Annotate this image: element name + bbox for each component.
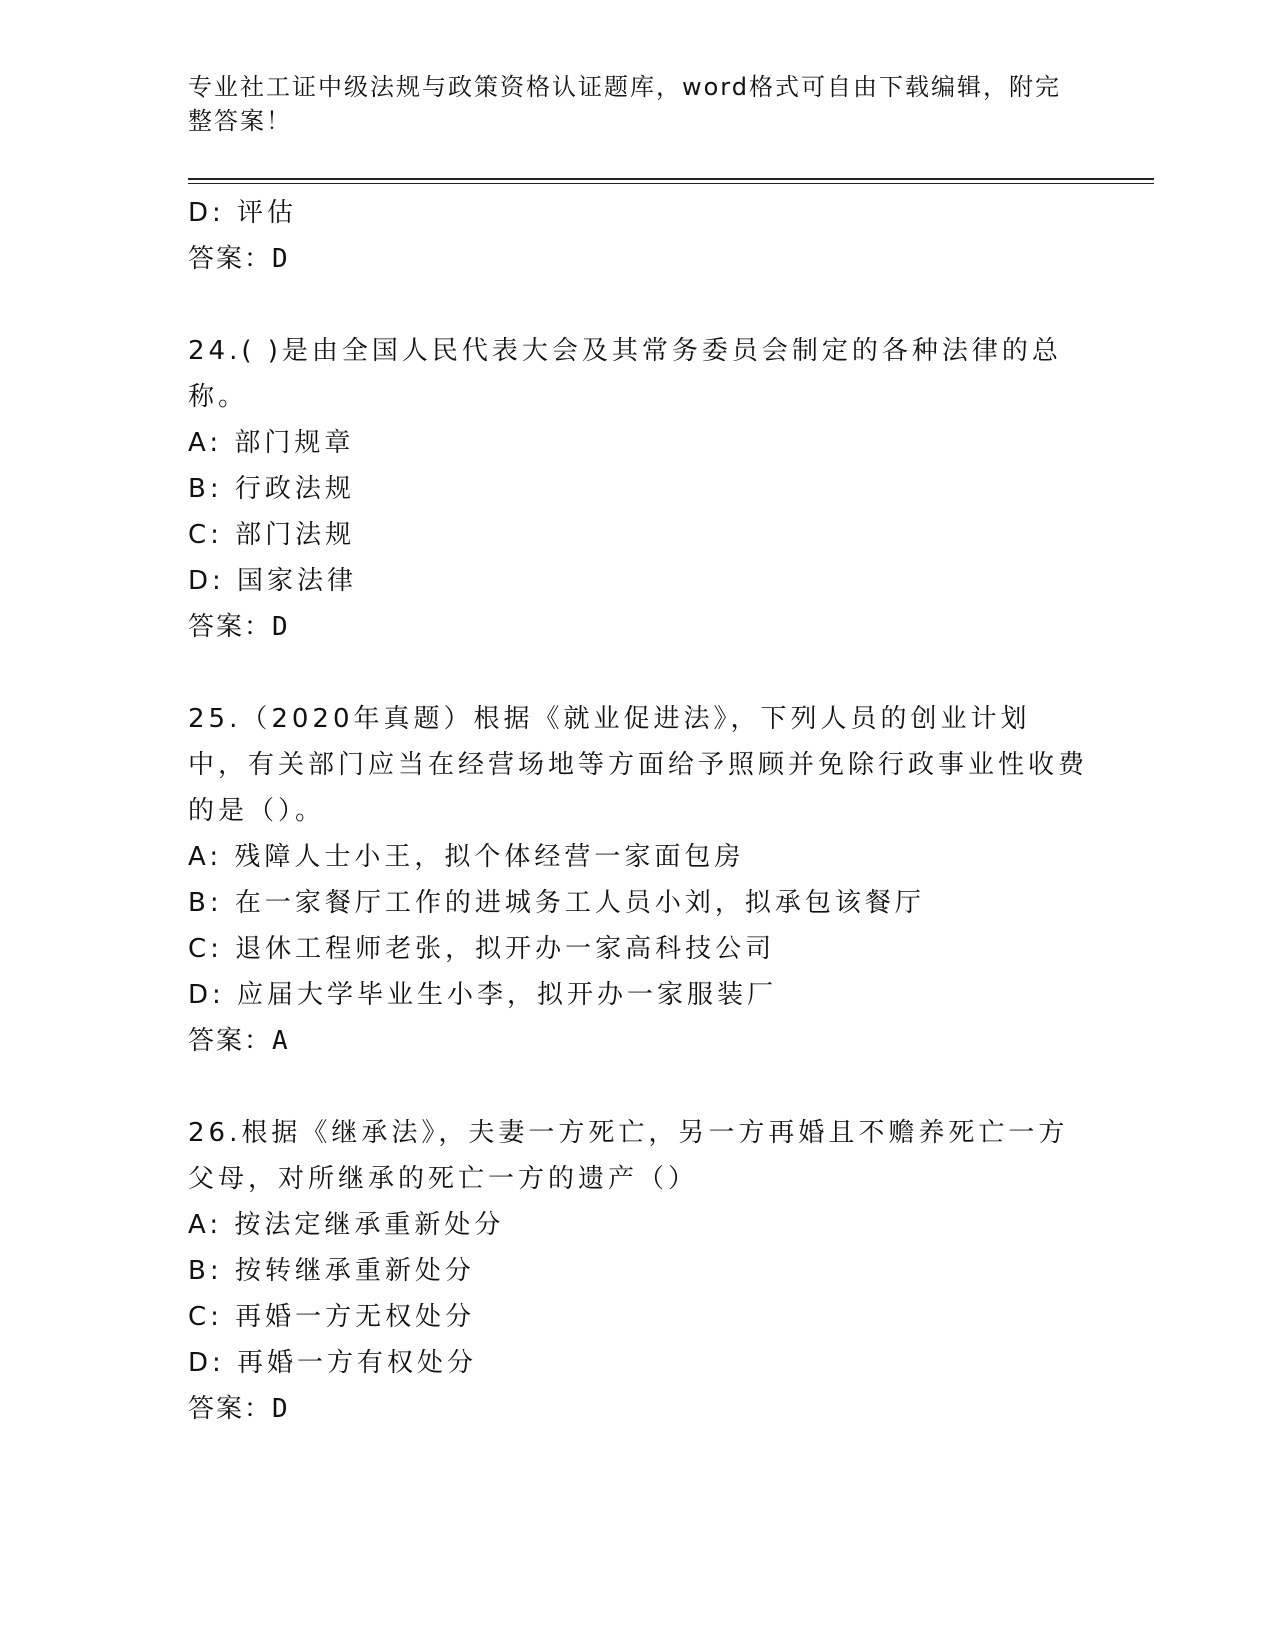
question-24-option-a: A: 部门规章 xyxy=(188,428,355,458)
answer-value: D xyxy=(272,1394,290,1424)
question-25-option-d: D: 应届大学毕业生小李，拟开办一家服装厂 xyxy=(188,980,778,1010)
answer-label: 答案： xyxy=(188,1026,273,1056)
answer-label: 答案： xyxy=(188,1394,273,1424)
question-content xyxy=(188,190,1088,1432)
question-25-option-a: A: 残障人士小王，拟个体经营一家面包房 xyxy=(188,842,745,872)
header-rule xyxy=(188,178,1154,180)
question-26-stem: 26.根据《继承法》，夫妻一方死亡，另一方再婚且不赡养死亡一方父母，对所继承的死亡一方的遗产（） xyxy=(188,1118,1069,1194)
question-24-answer xyxy=(188,604,1088,650)
carryover-answer xyxy=(188,236,1088,282)
question-26-option-b: B: 按转继承重新处分 xyxy=(188,1256,475,1286)
question-24-option-b: B: 行政法规 xyxy=(188,474,355,504)
spacer xyxy=(188,1064,1088,1110)
question-26-answer xyxy=(188,1386,1088,1432)
question-25-option-c: C: 退休工程师老张，拟开办一家高科技公司 xyxy=(188,934,776,964)
question-24-option-d: D: 国家法律 xyxy=(188,566,358,596)
answer-value: D xyxy=(272,244,290,274)
carryover-option-d: D: 评估 xyxy=(188,198,298,228)
question-24-option-c: C: 部门法规 xyxy=(188,520,356,550)
header-rule-thin xyxy=(188,183,1154,184)
question-25-stem: 25.（2020年真题）根据《就业促进法》，下列人员的创业计划中，有关部门应当在经营场地等方面给予照顾并免除行政事业性收费的是（）。 xyxy=(188,704,1089,826)
question-24-stem: 24.( )是由全国人民代表大会及其常务委员会制定的各种法律的总称。 xyxy=(188,336,1062,412)
question-26-option-c: C: 再婚一方无权处分 xyxy=(188,1302,476,1332)
answer-label: 答案： xyxy=(188,244,273,274)
answer-value: A xyxy=(272,1026,290,1056)
answer-value: D xyxy=(272,612,290,642)
question-26-option-d: D: 再婚一方有权处分 xyxy=(188,1348,478,1378)
question-25-answer xyxy=(188,1018,1088,1064)
page-header: 专业社工证中级法规与政策资格认证题库，word格式可自由下载编辑，附完整答案！ xyxy=(188,73,1061,135)
question-26-option-a: A: 按法定继承重新处分 xyxy=(188,1210,505,1240)
spacer xyxy=(188,282,1088,328)
answer-label: 答案： xyxy=(188,612,273,642)
question-25-option-b: B: 在一家餐厅工作的进城务工人员小刘，拟承包该餐厅 xyxy=(188,888,925,918)
spacer xyxy=(188,650,1088,696)
